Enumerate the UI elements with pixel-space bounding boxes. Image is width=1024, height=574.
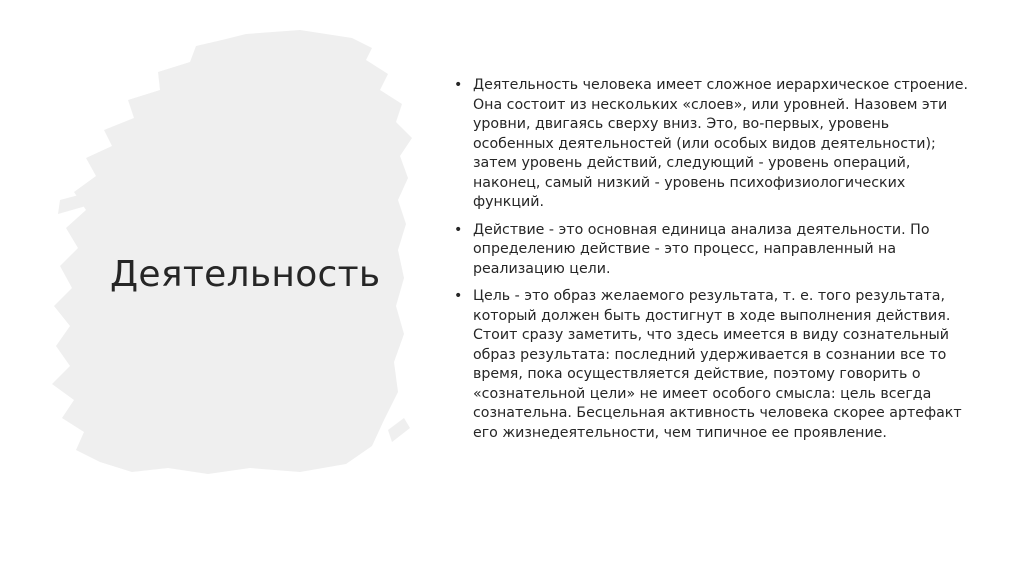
bullet-text: Цель - это образ желаемого результата, т. е. того результата, который должен быть достигнут в ходе выполнения действия. Стоит сразу заметить, что здесь имеется в виду сознательный образ результата: последний удерживается в сознании все то время, пока осуществляется действие, поэтому говорить о «сознательной цели» не имеет особого смысла: цель всегда сознательна. Бесцельная активность человека скорее артефакт его жизнедеятельности, чем типичное ее проявление.: [473, 288, 962, 441]
bullet-marker: •: [454, 77, 463, 93]
bullet-item: [454, 287, 974, 443]
bullet-marker: •: [454, 221, 463, 238]
bullet-text: Действие - это основная единица анализа деятельности. По определению действие - это процесс, направленный на реализацию цели.: [473, 221, 930, 277]
bullet-list: [454, 76, 974, 451]
bullet-marker: •: [454, 288, 463, 304]
slide-title: Деятельность: [110, 254, 381, 295]
bullet-item: [454, 76, 974, 213]
bullet-item: [454, 221, 974, 280]
bullet-text: Деятельность человека имеет сложное иерархическое строение. Она состоит из нескольких «слоев», или уровней. Назовем эти уровни, двигаясь сверху вниз. Это, во-первых, уровень особенных деятельностей (или особых видов деятельности); затем уровень действий, следующий - уровень операций, наконец, самый низкий - уровень психофизиологических функций.: [473, 77, 968, 210]
